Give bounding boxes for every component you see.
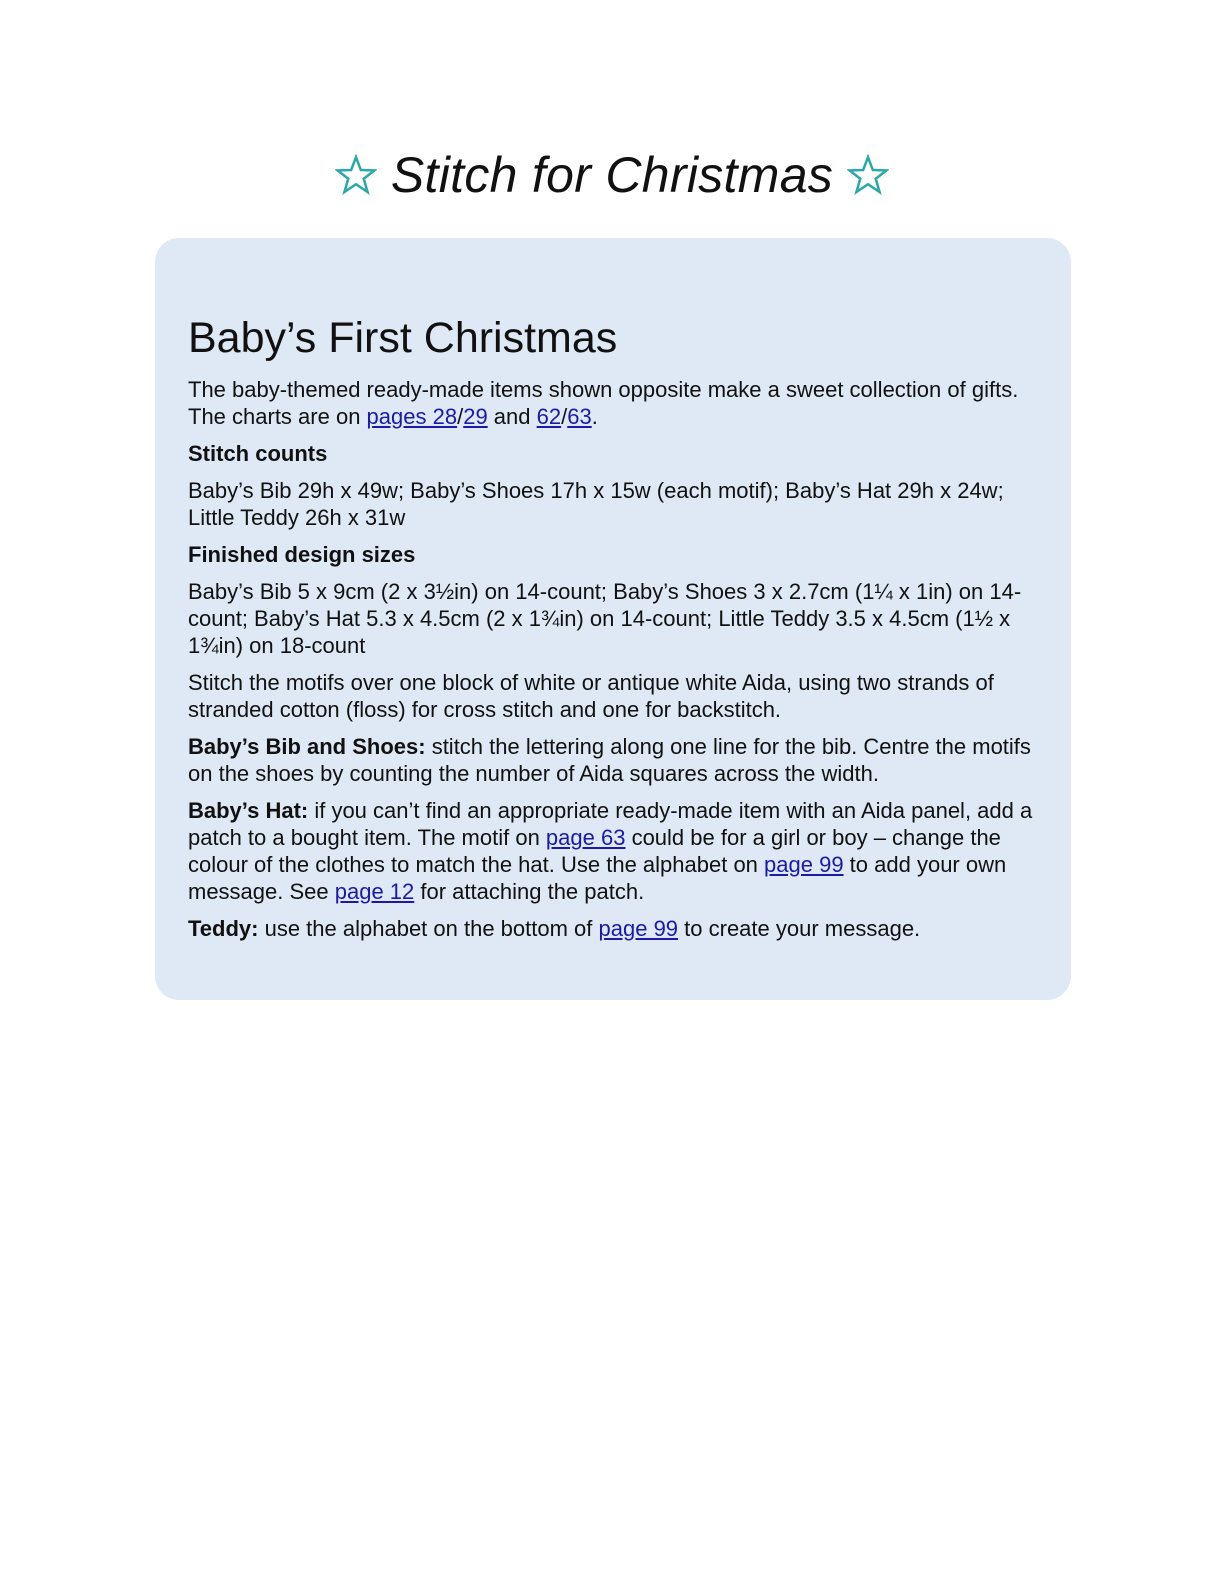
intro-text: The baby-themed ready-made items shown opposite make a sweet collection of gifts. The charts are on — [188, 377, 1019, 429]
link-page-63[interactable]: page 63 — [545, 825, 626, 850]
stitch-counts-heading: Stitch counts — [188, 441, 328, 466]
hat-label: Baby’s Hat: — [188, 798, 309, 823]
article-title: Baby’s First Christmas — [188, 314, 618, 362]
teddy-text: use the alphabet on the bottom of — [258, 916, 599, 941]
finished-sizes-text: Baby’s Bib 5 x 9cm (2 x 3½in) on 14-count; Baby’s Shoes 3 x 2.7cm (1¼ x 1in) on 14-count; Baby’s Hat 5.3 x 4.5cm (2 x 1¾in) on 14-count; Little Teddy 3.5 x 4.5cm (1½ x 1¾in) on 18-count — [188, 579, 1022, 658]
hat-text: to add your own message. See — [188, 852, 1007, 904]
star-outline-icon — [335, 154, 377, 196]
intro-paragraph — [188, 376, 1039, 430]
page-header — [0, 140, 1224, 210]
hat-text: could be for a girl or boy – change the colour of the clothes to match the hat. Use the alphabet on — [188, 825, 1001, 877]
stitch-counts-text: Baby’s Bib 29h x 49w; Baby’s Shoes 17h x 15w (each motif); Baby’s Hat 29h x 24w; Little Teddy 26h x 31w — [188, 478, 1004, 530]
teddy-text: to create your message. — [678, 916, 921, 941]
content-panel — [155, 238, 1071, 1000]
separator: / — [457, 404, 464, 429]
link-page-99[interactable]: page 99 — [598, 916, 679, 941]
star-outline-icon — [847, 154, 889, 196]
link-pages-28[interactable]: pages 28 — [366, 404, 458, 429]
bib-shoes-paragraph — [188, 733, 1039, 787]
teddy-paragraph — [188, 915, 1039, 942]
page-title: Stitch for Christmas — [390, 147, 834, 203]
bib-shoes-text: stitch the lettering along one line for the bib. Centre the motifs on the shoes by counting the number of Aida squares across the width. — [188, 734, 1031, 786]
stitch-instructions: Stitch the motifs over one block of white or antique white Aida, using two strands of stranded cotton (floss) for cross stitch and one for backstitch. — [188, 670, 994, 722]
finished-sizes-heading: Finished design sizes — [188, 542, 416, 567]
hat-paragraph — [188, 797, 1039, 905]
link-page-99[interactable]: page 99 — [764, 852, 844, 877]
link-page-12[interactable]: page 12 — [334, 879, 415, 904]
intro-end: . — [591, 404, 598, 429]
hat-text: for attaching the patch. — [414, 879, 645, 904]
bib-shoes-label: Baby’s Bib and Shoes: — [188, 734, 426, 759]
teddy-label: Teddy: — [188, 916, 259, 941]
link-page-63[interactable]: 63 — [567, 404, 592, 429]
hat-text: if you can’t find an appropriate ready-made item with an Aida panel, add a patch to a bought item. The motif on — [188, 798, 1033, 850]
link-page-29[interactable]: 29 — [463, 404, 488, 429]
link-page-62[interactable]: 62 — [536, 404, 562, 429]
intro-and: and — [487, 404, 537, 429]
separator: / — [561, 404, 568, 429]
